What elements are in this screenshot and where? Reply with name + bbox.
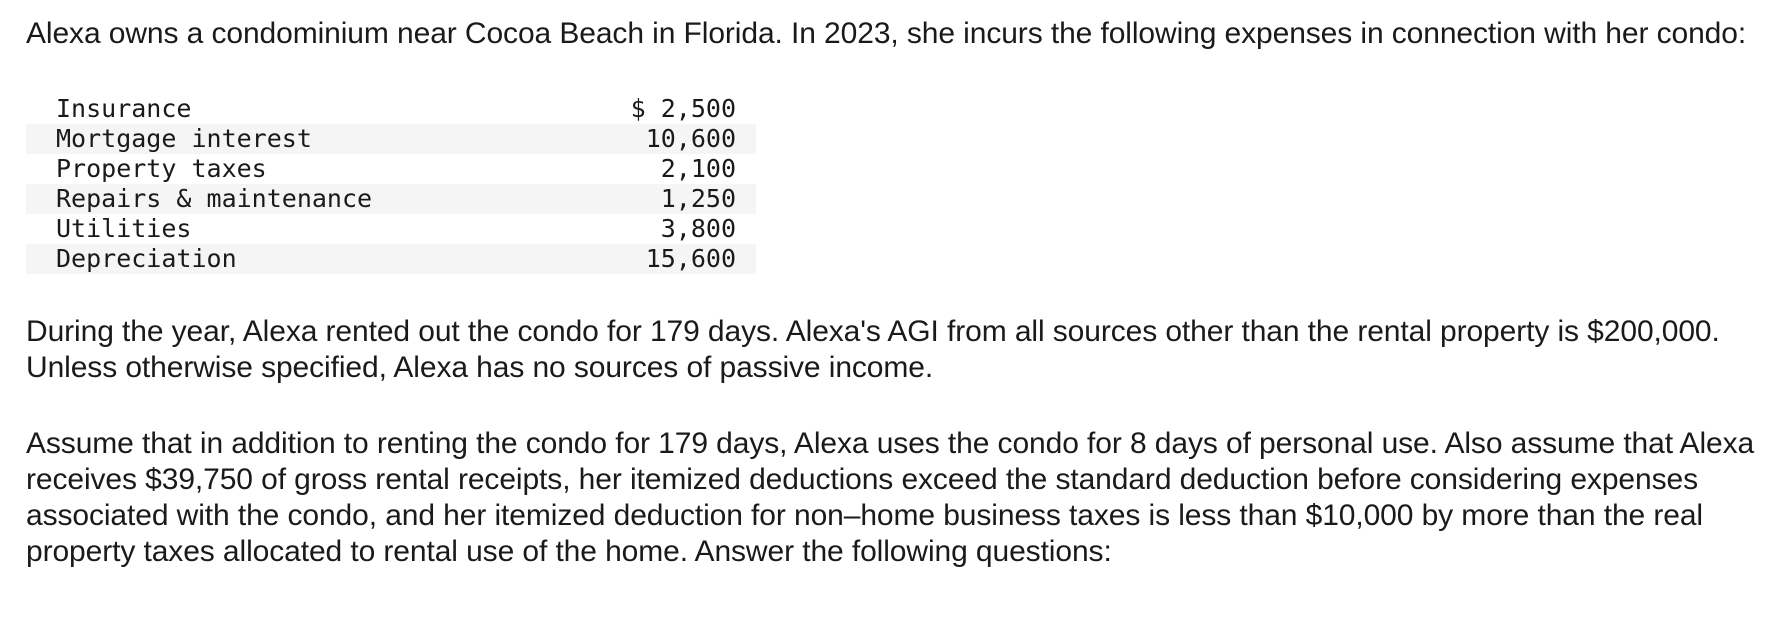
expense-label: Property taxes [56,154,267,183]
expense-amount: 10,600 [616,124,756,154]
table-row [26,214,756,244]
expense-amount: 15,600 [616,244,756,274]
table-row [26,94,756,124]
expense-label: Insurance [56,94,192,123]
expense-label: Mortgage interest [26,124,616,154]
expense-label: Depreciation [26,244,616,274]
expense-amount: 2,100 [660,154,736,183]
assumption-paragraph: Assume that in addition to renting the condo for 179 days, Alexa uses the condo for 8 days of personal use. Also assume that Alexa receives $39,750 of gross rental receipts, her itemized deductions exceed the standard deduction before considering expenses associated with the condo, and her itemized deduction for non–home business taxes is less than $10,000 by more than the real property taxes allocated to rental use of the home. Answer the following questions: [26,427,1755,568]
table-row [26,154,756,184]
rental-paragraph: During the year, Alexa rented out the condo for 179 days. Alexa's AGI from all sources other than the rental property is $200,000. Unless otherwise specified, Alexa has no sources of passive income. [26,315,1720,384]
expense-amount: $ 2,500 [630,94,736,123]
expense-amount: 1,250 [616,184,756,214]
expense-label: Repairs & maintenance [26,184,616,214]
problem-document [26,12,1756,570]
expenses-table [26,94,756,274]
table-row [26,244,756,274]
expense-label: Utilities [56,214,192,243]
intro-paragraph: Alexa owns a condominium near Cocoa Beach in Florida. In 2023, she incurs the following expenses in connection with her condo: [26,17,1747,50]
table-row [26,184,756,214]
table-row [26,124,756,154]
expense-amount: 3,800 [660,214,736,243]
